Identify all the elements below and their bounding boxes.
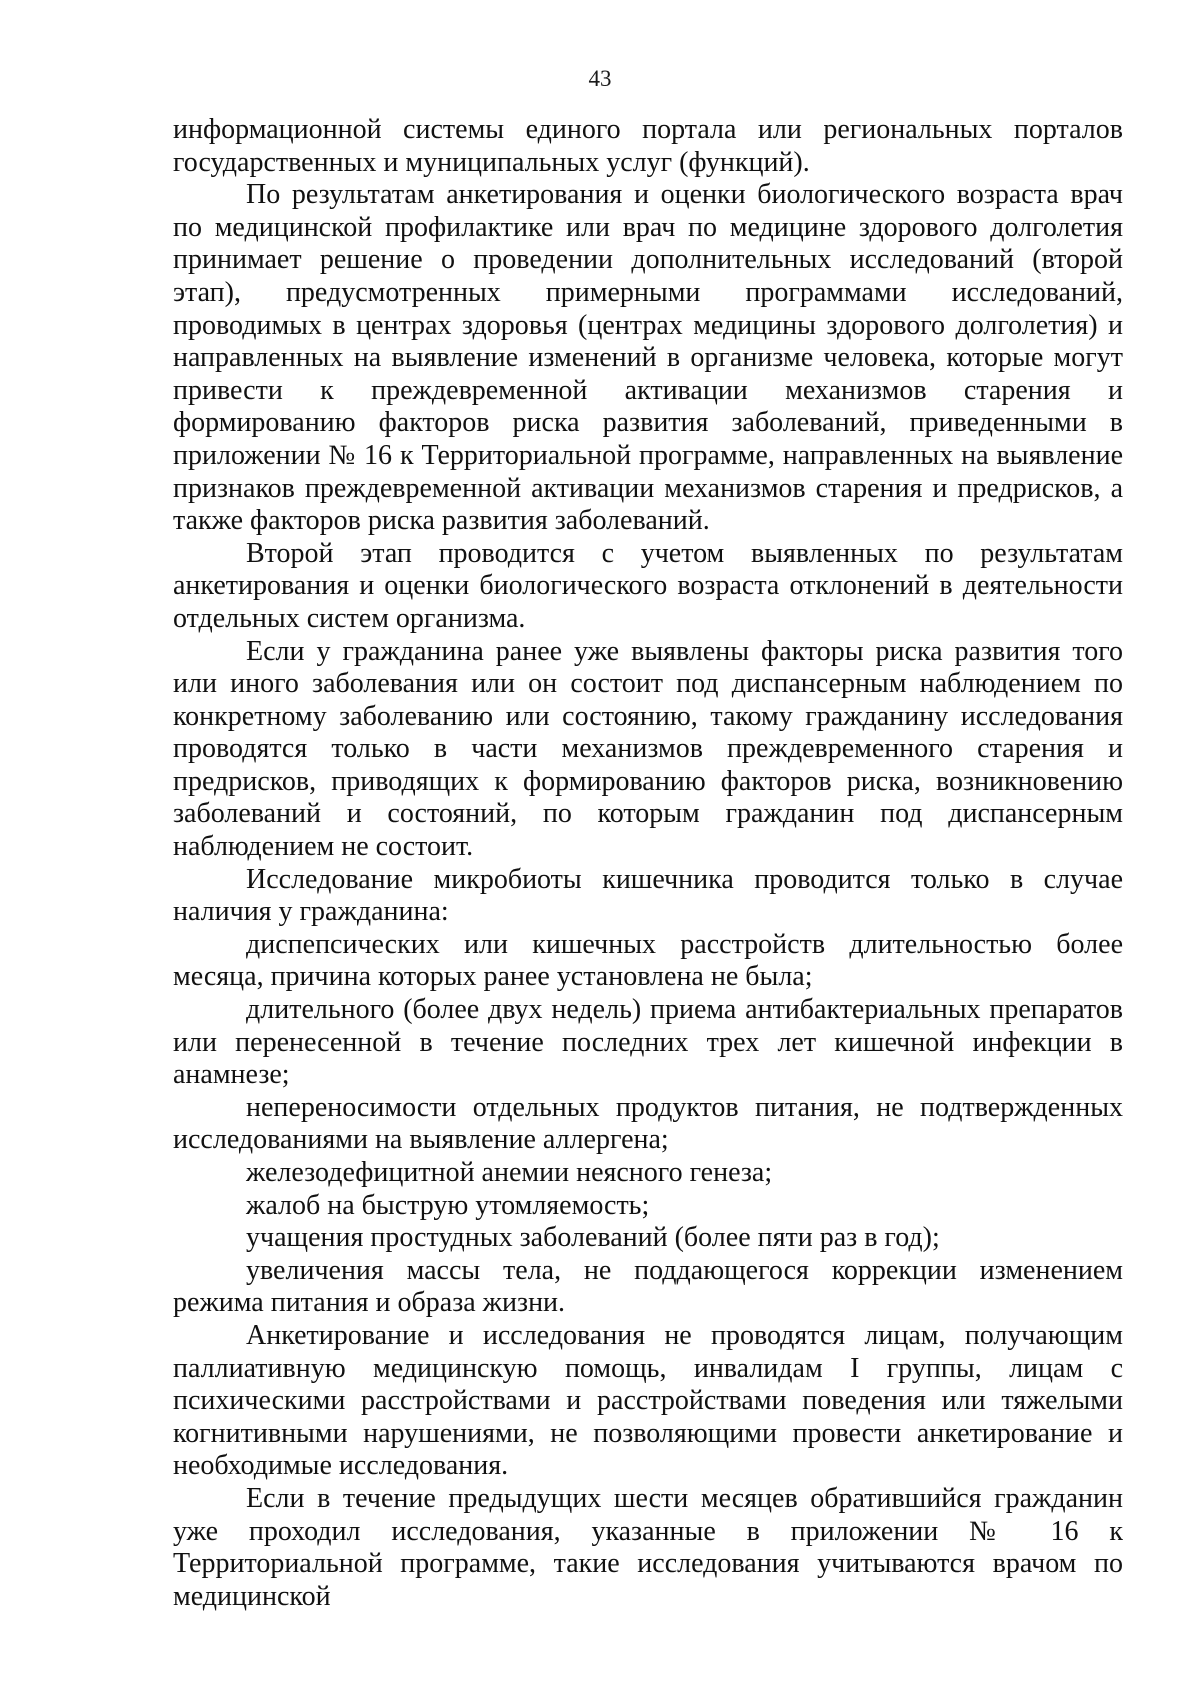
- list-item: длительного (более двух недель) приема антибактериальных препаратов или перенесенной в течение последних трех лет кишечной инфекции в анамнезе;: [173, 994, 1123, 1091]
- paragraph: Исследование микробиоты кишечника проводится только в случае наличия у гражданина:: [173, 863, 1123, 928]
- paragraph: Если у гражданина ранее уже выявлены факторы риска развития того или иного заболевания или он состоит под диспансерным наблюдением по конкретному заболеванию или состоянию, такому гражданину исследования проводятся только в части механизмов преждевременного старения и предрисков, приводящих к формированию факторов риска, возникновению заболеваний и состояний, по которым гражданин под диспансерным наблюдением не состоит.: [173, 635, 1123, 863]
- list-item: железодефицитной анемии неясного генеза;: [246, 1157, 773, 1188]
- list-item: непереносимости отдельных продуктов питания, не подтвержденных исследованиями на выявление аллергена;: [173, 1091, 1123, 1156]
- list-item: жалоб на быструю утомляемость;: [246, 1189, 650, 1221]
- paragraph: Анкетирование и исследования не проводятся лицам, получающим паллиативную медицинскую помощь, инвалидам I группы, лицам с психическими расстройствами и расстройствами поведения или тяжелыми когнитивными нарушениями, не позволяющими провести анкетирование и необходимые исследования.: [173, 1319, 1123, 1482]
- paragraph: По результатам анкетирования и оценки биологического возраста врач по медицинской профилактике или врач по медицине здорового долголетия принимает решение о проведении дополнительных исследований (второй этап), предусмотренных примерными программами исследований, проводимых в центрах здоровья (центрах медицины здорового долголетия) и направленных на выявление изменений в организме человека, которые могут привести к преждевременной активации механизмов старения и формированию факторов риска развития заболеваний, приведенными в приложении № 16 к Территориальной программе, направленных на выявление признаков преждевременной активации механизмов старения и предрисков, а также факторов риска развития заболеваний.: [173, 179, 1123, 537]
- paragraph: Если в течение предыдущих шести месяцев обратившийся гражданин уже проходил исследования, указанные в приложении № 16 к Территориальной программе, такие исследования учитываются врачом по медицинской: [173, 1482, 1123, 1612]
- document-body: [173, 114, 1123, 1613]
- list-item: диспепсических или кишечных расстройств длительностью более месяца, причина которых ранее установлена не была;: [173, 928, 1123, 993]
- list-item: учащения простудных заболеваний (более пяти раз в год);: [246, 1222, 940, 1254]
- paragraph: Второй этап проводится с учетом выявленных по результатам анкетирования и оценки биологического возраста отклонений в деятельности отдельных систем организма.: [173, 537, 1123, 634]
- list-item: увеличения массы тела, не поддающегося коррекции изменением режима питания и образа жизни.: [173, 1254, 1123, 1319]
- paragraph: информационной системы единого портала или региональных порталов государственных и муниципальных услуг (функций).: [173, 114, 1123, 178]
- page-number: 43: [588, 66, 612, 91]
